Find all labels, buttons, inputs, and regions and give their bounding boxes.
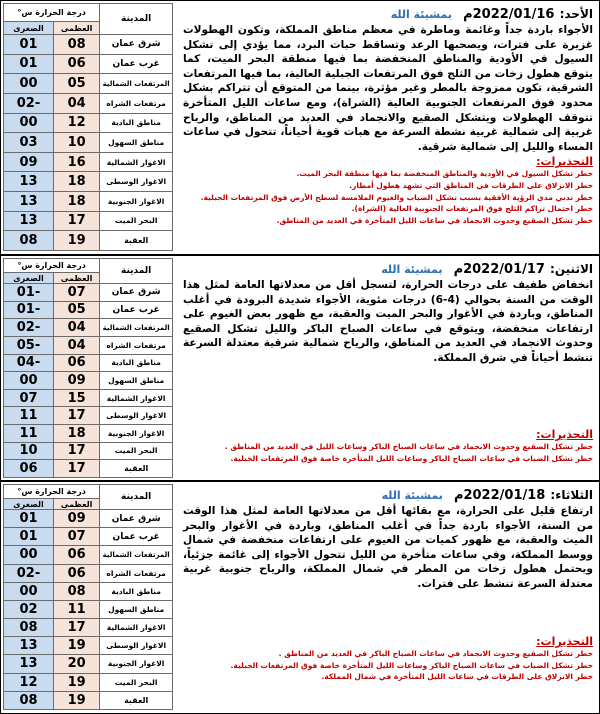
city-name: الاغوار الوسطى <box>100 407 173 425</box>
day-header <box>382 484 593 503</box>
day-name: الثلاثاء: <box>550 488 593 502</box>
max-temp: 04 <box>54 319 100 337</box>
city-name: الاغوار الشمالية <box>100 389 173 407</box>
min-temp: 02 <box>4 600 54 618</box>
city-name: المرتفعات الشمالية <box>100 74 173 94</box>
forecast-text: انخفاض طفيف على درجات الحرارة، لتسجل أقل من معدلاتها العامة لمثل هذا الوقت من السنة بحوالي (4-6) درجات مئوية، الأجواء شديدة البرودة في أغلب المناطق، وباردة في الأغوار والبحر الميت والعقبة، مع ظهور بعض الغيوم على ارتفاعات منخفضة، ويتوقع في ساعات الصباح الباكر والليل تشكل الصقيع وحدوث الانجماد في العديد من المناطق، والرياح شمالية شرقية معتدلة السرعة تنشط أحياناً في شرق المملكة. <box>183 279 593 365</box>
temperature-table <box>3 3 173 251</box>
table-header-temp: درجة الحرارة س° <box>4 4 100 22</box>
warning-item: خطر تشكل الصقيع وحدوث الانجماد في ساعات الليل المتأخرة في العديد من المناطق. <box>276 215 593 225</box>
city-name: البحر الميت <box>100 211 173 231</box>
max-temp: 17 <box>54 460 100 478</box>
max-temp: 20 <box>54 655 100 673</box>
forecast-date: 2022/01/18م <box>453 488 546 503</box>
city-name: مرتفعات الشراه <box>100 336 173 354</box>
forecast-text: الأجواء باردة جداً وغائمة وماطرة في معظم مناطق المملكة، وتكون الهطولات غزيرة على فترات، ويصحبها الرعد وتساقط حبات البرد، مما يؤدي إلى تشكل السيول في الأودية والمناطق المنخفضة بما فيها منطقة البحر الميت، كما يتوقع هطول زخات من الثلج فوق المرتفعات الجبلية العالية، بما فيها المرتفعات الشرقية، تكون ممزوجة بالمطر وغير مؤثرة، بينما من المتوقع أن تتراكم بشكل محدود فوق المرتفعات الجنوبية العالية (الشراة)، ومع ساعات الليل المتأخرة تتوقف الهطولات ويتشكل الصقيع والانجماد في العديد من المناطق، والرياح غربية إلى شمالية غربية نشطة السرعة مع هبات قوية أحياناً، تتحول في ساعات المساء والليل إلى شمالية شرقية. <box>183 24 593 153</box>
warning-item: خطر تشكل الصقيع وحدوث الانجماد في ساعات الصباح الباكر وساعات الليل في العديد من المناطق . <box>224 442 593 451</box>
min-temp: -02 <box>4 319 54 337</box>
temperature-table <box>3 484 173 710</box>
city-name: مناطق البادية <box>100 113 173 133</box>
day-header <box>381 258 593 277</box>
min-temp: 01 <box>4 528 54 546</box>
min-temp: 10 <box>4 442 54 460</box>
city-name: شرق عمان <box>100 510 173 528</box>
min-temp: 08 <box>4 619 54 637</box>
max-temp: 19 <box>54 637 100 655</box>
city-name: العقبة <box>100 231 173 251</box>
max-temp: 17 <box>54 442 100 460</box>
warning-item: خطر تشكل الضباب في ساعات الصباح الباكر وساعات الليل المتأخرة خاصة فوق المرتفعات الجبلية. <box>230 660 593 670</box>
min-temp: 13 <box>4 172 54 192</box>
forecast-body <box>183 504 593 592</box>
warnings-title: التحذيرات: <box>536 635 593 648</box>
table-header-min: الصغرى <box>4 273 54 284</box>
min-temp: -01 <box>4 301 54 319</box>
max-temp: 09 <box>54 372 100 390</box>
table-header-min: الصغرى <box>4 499 54 510</box>
max-temp: 06 <box>54 354 100 372</box>
max-temp: 16 <box>54 152 100 172</box>
city-name: الاغوار الشمالية <box>100 152 173 172</box>
forecast-text: ارتفاع قليل على الحرارة، مع بقائها أقل من معدلاتها العامة لمثل هذا الوقت من السنة، الأجواء باردة جداً في أغلب المناطق، وباردة في الأغوار والبحر الميت والعقبة، مع ظهور كميات من الغيوم على ارتفاعات منخفضة في شمال ووسط المملكة، وفي ساعات متأخرة من الليل تتحول الأجواء إلى غائمة جزئياً، ويحتمل هطول زخات من المطر في شمال المملكة، والرياح جنوبية غربية معتدلة السرعة تنشط على فترات. <box>183 505 593 591</box>
warning-item: خطر تشكل الصقيع وحدوث الانجماد في ساعات الصباح الباكر في العديد من المناطق . <box>278 649 593 658</box>
table-header-city: المدينة <box>100 485 173 510</box>
min-temp: 13 <box>4 211 54 231</box>
max-temp: 06 <box>54 54 100 74</box>
max-temp: 19 <box>54 691 100 709</box>
city-name: الاغوار الوسطى <box>100 637 173 655</box>
temperature-table <box>3 258 173 478</box>
min-temp: 11 <box>4 425 54 443</box>
warnings-title: التحذيرات: <box>536 155 593 169</box>
max-temp: 05 <box>54 301 100 319</box>
warning-item: خطر احتمال تراكم الثلج فوق المرتفعات الجنوبية العالية (الشراة). <box>351 204 593 214</box>
min-temp: 00 <box>4 546 54 564</box>
max-temp: 15 <box>54 389 100 407</box>
max-temp: 19 <box>54 673 100 691</box>
max-temp: 10 <box>54 133 100 153</box>
max-temp: 08 <box>54 35 100 55</box>
table-header-city: المدينة <box>100 4 173 35</box>
warnings-block <box>183 428 593 464</box>
min-temp: 13 <box>4 192 54 212</box>
table-header-min: الصغرى <box>4 22 54 35</box>
city-name: العقبة <box>100 691 173 709</box>
forecast-date: 2022/01/16م <box>463 7 555 22</box>
min-temp: 09 <box>4 152 54 172</box>
city-name: البحر الميت <box>100 673 173 691</box>
table-header-city: المدينة <box>100 259 173 284</box>
max-temp: 17 <box>54 407 100 425</box>
city-name: الاغوار الوسطى <box>100 172 173 192</box>
min-temp: 13 <box>4 637 54 655</box>
table-header-max: العظمى <box>54 22 100 35</box>
forecast-day-2 <box>1 256 599 482</box>
max-temp: 12 <box>54 113 100 133</box>
day-name: الاثنين: <box>550 262 593 276</box>
city-name: شرق عمان <box>100 284 173 302</box>
min-temp: 00 <box>4 113 54 133</box>
min-temp: 00 <box>4 582 54 600</box>
min-temp: 03 <box>4 133 54 153</box>
max-temp: 18 <box>54 425 100 443</box>
city-name: المرتفعات الشمالية <box>100 319 173 337</box>
min-temp: -02 <box>4 564 54 582</box>
max-temp: 06 <box>54 546 100 564</box>
min-temp: 00 <box>4 74 54 94</box>
city-name: مناطق السهول <box>100 133 173 153</box>
max-temp: 19 <box>54 231 100 251</box>
min-temp: -01 <box>4 284 54 302</box>
city-name: مرتفعات الشراه <box>100 564 173 582</box>
max-temp: 09 <box>54 510 100 528</box>
min-temp: 08 <box>4 691 54 709</box>
god-willing: بمشيئة الله <box>381 489 443 502</box>
city-name: مناطق البادية <box>100 582 173 600</box>
min-temp: 08 <box>4 231 54 251</box>
city-name: المرتفعات الشمالية <box>100 546 173 564</box>
max-temp: 17 <box>54 619 100 637</box>
min-temp: -04 <box>4 354 54 372</box>
day-header <box>391 3 593 22</box>
city-name: الاغوار الجنوبية <box>100 655 173 673</box>
warning-item: خطر الانزلاق على الطرقات في المناطق التي تشهد هطول أمطار. <box>349 181 593 191</box>
city-name: الاغوار الشمالية <box>100 619 173 637</box>
min-temp: 11 <box>4 407 54 425</box>
min-temp: -02 <box>4 93 54 113</box>
forecast-day-1 <box>1 1 599 256</box>
city-name: غرب عمان <box>100 528 173 546</box>
max-temp: 08 <box>54 582 100 600</box>
city-name: العقبة <box>100 460 173 478</box>
max-temp: 06 <box>54 564 100 582</box>
city-name: الاغوار الجنوبية <box>100 425 173 443</box>
warnings-title: التحذيرات: <box>536 428 593 441</box>
city-name: الاغوار الجنوبية <box>100 192 173 212</box>
min-temp: 12 <box>4 673 54 691</box>
warning-item: خطر تدني مدى الرؤية الأفقية بسبب تشكل الضباب والغيوم الملامسة لسطح الأرض فوق المرتفعات الجبلية. <box>200 192 593 202</box>
city-name: البحر الميت <box>100 442 173 460</box>
city-name: مناطق البادية <box>100 354 173 372</box>
city-name: غرب عمان <box>100 54 173 74</box>
min-temp: 13 <box>4 655 54 673</box>
min-temp: 06 <box>4 460 54 478</box>
min-temp: -05 <box>4 336 54 354</box>
warning-item: خطر تشكل الضباب في ساعات الصباح الباكر وساعات الليل المتأخرة خاصة فوق المرتفعات الجبلية. <box>230 453 593 463</box>
max-temp: 05 <box>54 74 100 94</box>
min-temp: 01 <box>4 54 54 74</box>
city-name: مناطق السهول <box>100 372 173 390</box>
forecast-day-3 <box>1 482 599 713</box>
warning-item: خطر الانزلاق على الطرقات في ساعات الليل المتأخرة في شمال المملكة. <box>321 672 593 682</box>
table-header-temp: درجة الحرارة س° <box>4 485 100 499</box>
forecast-body <box>183 23 593 227</box>
city-name: مرتفعات الشراه <box>100 93 173 113</box>
city-name: مناطق السهول <box>100 600 173 618</box>
god-willing: بمشيئة الله <box>381 263 443 276</box>
forecast-body <box>183 278 593 366</box>
max-temp: 11 <box>54 600 100 618</box>
max-temp: 04 <box>54 93 100 113</box>
max-temp: 04 <box>54 336 100 354</box>
forecast-date: 2022/01/17م <box>453 262 545 277</box>
table-header-max: العظمى <box>54 499 100 510</box>
max-temp: 18 <box>54 192 100 212</box>
city-name: غرب عمان <box>100 301 173 319</box>
god-willing: بمشيئة الله <box>390 8 452 21</box>
min-temp: 01 <box>4 510 54 528</box>
city-name: شرق عمان <box>100 35 173 55</box>
max-temp: 17 <box>54 211 100 231</box>
warning-item: خطر تشكل السيول في الأودية والمناطق المنخفضة بما فيها منطقة البحر الميت. <box>296 169 593 179</box>
table-header-temp: درجة الحرارة س° <box>4 259 100 273</box>
max-temp: 07 <box>54 528 100 546</box>
day-name: الأحد: <box>559 7 593 21</box>
min-temp: 07 <box>4 389 54 407</box>
min-temp: 01 <box>4 35 54 55</box>
warnings-block <box>183 635 593 683</box>
max-temp: 07 <box>54 284 100 302</box>
table-header-max: العظمى <box>54 273 100 284</box>
min-temp: 00 <box>4 372 54 390</box>
max-temp: 18 <box>54 172 100 192</box>
